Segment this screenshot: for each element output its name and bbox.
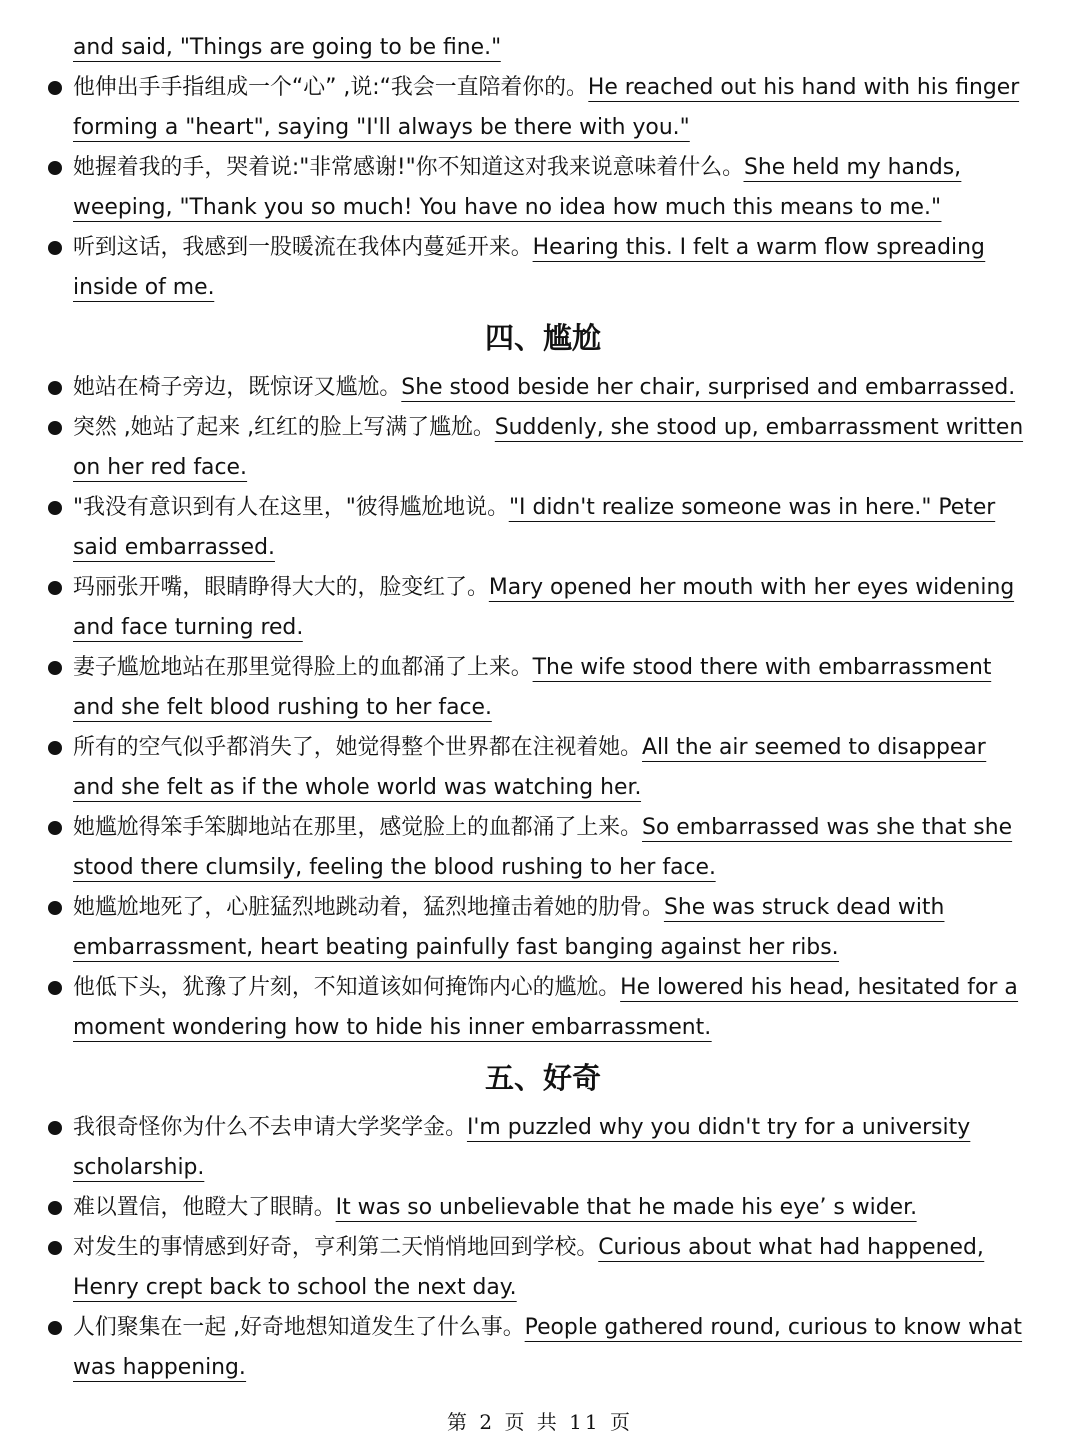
english-translation: Curious about what had happened, xyxy=(598,1235,984,1260)
item-line xyxy=(73,568,1033,608)
english-translation: was happening. xyxy=(73,1355,246,1380)
item-line xyxy=(73,1188,1033,1228)
english-translation: People gathered round, curious to know what xyxy=(524,1315,1022,1340)
english-translation: and said, "Things are going to be fine." xyxy=(73,35,502,60)
english-translation: It was so unbelievable that he made his eye’ s wider. xyxy=(335,1195,918,1220)
chinese-sentence: 她握着我的手，哭着说:"非常感谢!"你不知道这对我来说意味着什么。 xyxy=(73,155,744,180)
list-item xyxy=(48,1308,1038,1388)
english-translation: Suddenly, she stood up, embarrassment written xyxy=(494,415,1024,440)
item-line xyxy=(73,968,1033,1008)
english-translation: He reached out his hand with his finger xyxy=(587,75,1020,100)
list-item xyxy=(48,968,1038,1048)
list-item xyxy=(48,228,1038,308)
chinese-sentence: 我很奇怪你为什么不去申请大学奖学金。 xyxy=(73,1115,467,1140)
bullet-icon xyxy=(48,421,62,435)
item-line xyxy=(73,448,1033,488)
bullet-icon xyxy=(48,241,62,255)
item-line xyxy=(73,1308,1033,1348)
bullet-icon xyxy=(48,1201,62,1215)
english-translation: stood there clumsily, feeling the blood rushing to her face. xyxy=(73,855,716,880)
english-translation: moment wondering how to hide his inner embarrassment. xyxy=(73,1015,712,1040)
item-line xyxy=(73,888,1033,928)
item-line xyxy=(73,28,1033,68)
item-line xyxy=(73,148,1033,188)
chinese-sentence: 难以置信，他瞪大了眼睛。 xyxy=(73,1195,336,1220)
chinese-sentence: 他低下头，犹豫了片刻，不知道该如何掩饰内心的尴尬。 xyxy=(73,975,621,1000)
english-translation: She held my hands, xyxy=(743,155,962,180)
english-translation: I'm puzzled why you didn't try for a university xyxy=(466,1115,971,1140)
bullet-icon xyxy=(48,501,62,515)
item-line xyxy=(73,1268,1033,1308)
english-translation: said embarrassed. xyxy=(73,535,275,560)
item-line xyxy=(73,408,1033,448)
english-translation: He lowered his head, hesitated for a xyxy=(620,975,1018,1000)
english-translation: She stood beside her chair, surprised and embarrassed. xyxy=(401,375,1016,400)
bullet-icon xyxy=(48,1321,62,1335)
list-item xyxy=(48,1108,1038,1188)
chinese-sentence: "我没有意识到有人在这里，"彼得尴尬地说。 xyxy=(73,495,509,520)
item-line xyxy=(73,268,1033,308)
list-item xyxy=(48,568,1038,648)
item-line xyxy=(73,808,1033,848)
english-translation: The wife stood there with embarrassment xyxy=(532,655,992,680)
list-item xyxy=(48,808,1038,888)
chinese-sentence: 对发生的事情感到好奇，亨利第二天悄悄地回到学校。 xyxy=(73,1235,599,1260)
item-line xyxy=(73,1108,1033,1148)
bullet-icon xyxy=(48,741,62,755)
item-line xyxy=(73,688,1033,728)
english-translation: Henry crept back to school the next day. xyxy=(73,1275,517,1300)
bullet-icon xyxy=(48,581,62,595)
english-translation: Mary opened her mouth with her eyes widening xyxy=(488,575,1015,600)
list-item xyxy=(48,68,1038,148)
item-line xyxy=(73,1148,1033,1188)
item-line xyxy=(73,608,1033,648)
bullet-icon xyxy=(48,161,62,175)
english-translation: and face turning red. xyxy=(73,615,304,640)
list-item xyxy=(48,28,1038,68)
item-line xyxy=(73,368,1033,408)
item-line xyxy=(73,528,1033,568)
bullet-icon xyxy=(48,1121,62,1135)
list-item xyxy=(48,368,1038,408)
english-translation: scholarship. xyxy=(73,1155,205,1180)
english-translation: All the air seemed to disappear xyxy=(642,735,986,760)
chinese-sentence: 她尴尬得笨手笨脚地站在那里，感觉脸上的血都涌了上来。 xyxy=(73,815,643,840)
item-line xyxy=(73,1348,1033,1388)
english-translation: So embarrassed was she that she xyxy=(642,815,1013,840)
item-line xyxy=(73,108,1033,148)
list-item xyxy=(48,888,1038,968)
item-line xyxy=(73,188,1033,228)
bullet-icon xyxy=(48,1241,62,1255)
chinese-sentence: 所有的空气似乎都消失了，她觉得整个世界都在注视着她。 xyxy=(73,735,643,760)
english-translation: Hearing this. I felt a warm flow spreading xyxy=(532,235,985,260)
chinese-sentence: 玛丽张开嘴，眼睛睁得大大的，脸变红了。 xyxy=(73,575,489,600)
bullet-icon xyxy=(48,381,62,395)
item-line xyxy=(73,728,1033,768)
list-item xyxy=(48,408,1038,488)
section-heading: 五、好奇 xyxy=(484,1061,601,1095)
item-line xyxy=(73,1008,1033,1048)
english-translation: forming a "heart", saying "I'll always be there with you." xyxy=(73,115,690,140)
english-translation: inside of me. xyxy=(73,275,215,300)
chinese-sentence: 听到这话，我感到一股暖流在我体内蔓延开来。 xyxy=(73,235,533,260)
chinese-sentence: 人们聚集在一起 ,好奇地想知道发生了什么事。 xyxy=(73,1315,525,1340)
bullet-icon xyxy=(48,821,62,835)
item-line xyxy=(73,848,1033,888)
item-line xyxy=(73,68,1033,108)
chinese-sentence: 她尴尬地死了，心脏猛烈地跳动着，猛烈地撞击着她的肋骨。 xyxy=(73,895,664,920)
chinese-sentence: 他伸出手手指组成一个“心” ,说:“我会一直陪着你的。 xyxy=(73,75,588,100)
list-item xyxy=(48,1188,1038,1228)
chinese-sentence: 她站在椅子旁边，既惊讶又尴尬。 xyxy=(73,375,402,400)
page-footer: 第 2 页 共 11 页 xyxy=(447,1410,633,1434)
section-heading: 四、尴尬 xyxy=(484,321,601,355)
item-line xyxy=(73,768,1033,808)
bullet-icon xyxy=(48,81,62,95)
english-translation: on her red face. xyxy=(73,455,247,480)
item-line xyxy=(73,488,1033,528)
item-line xyxy=(73,648,1033,688)
list-item xyxy=(48,1228,1038,1308)
list-item xyxy=(48,488,1038,568)
chinese-sentence: 突然 ,她站了起来 ,红红的脸上写满了尴尬。 xyxy=(73,415,495,440)
bullet-icon xyxy=(48,661,62,675)
english-translation: "I didn't realize someone was in here." Peter xyxy=(508,495,996,520)
english-translation: and she felt as if the whole world was watching her. xyxy=(73,775,642,800)
item-line xyxy=(73,928,1033,968)
document-content xyxy=(48,28,1038,1388)
english-translation: and she felt blood rushing to her face. xyxy=(73,695,492,720)
item-line xyxy=(73,1228,1033,1268)
list-item xyxy=(48,648,1038,728)
bullet-icon xyxy=(48,901,62,915)
english-translation: embarrassment, heart beating painfully fast banging against her ribs. xyxy=(73,935,839,960)
item-line xyxy=(73,228,1033,268)
list-item xyxy=(48,728,1038,808)
english-translation: She was struck dead with xyxy=(663,895,945,920)
chinese-sentence: 妻子尴尬地站在那里觉得脸上的血都涌了上来。 xyxy=(73,655,533,680)
bullet-icon xyxy=(48,981,62,995)
english-translation: weeping, "Thank you so much! You have no idea how much this means to me." xyxy=(73,195,942,220)
list-item xyxy=(48,148,1038,228)
